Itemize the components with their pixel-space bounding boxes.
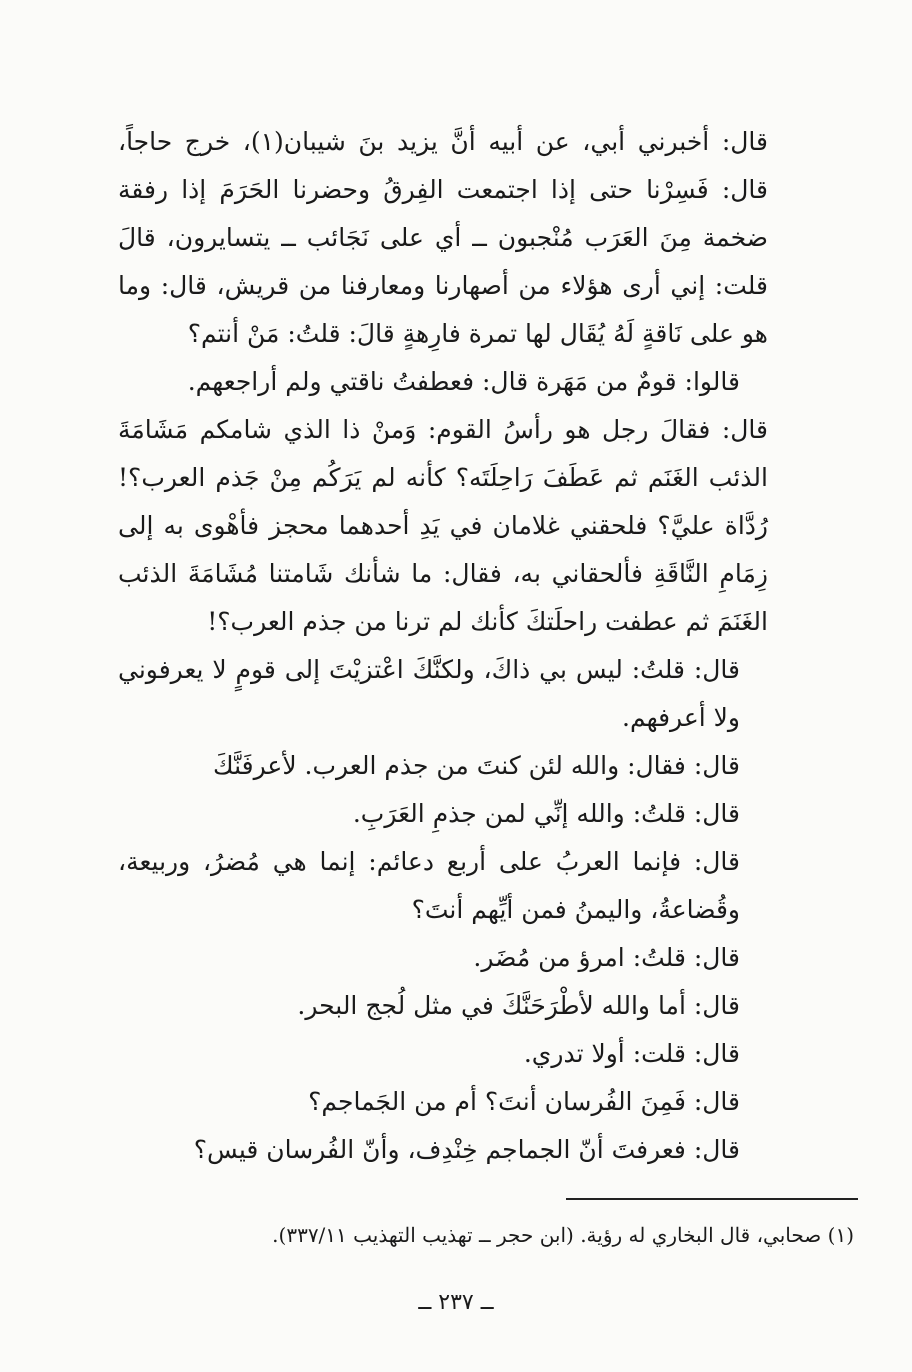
paragraph-4: قال: قلتُ: ليس بي ذاكَ، ولكنَّكَ اعْتزيْتَ إلى قومٍ لا يعرفوني ولا أعرفهم. xyxy=(118,655,740,732)
paragraph-9: قال: أما والله لأطْرَحَنَّكَ في مثل لُجج البحر. xyxy=(297,991,740,1020)
page-number: ــ ٢٣٧ ــ xyxy=(418,1290,494,1315)
paragraph-3: قال: فقالَ رجل هو رأسُ القوم: وَمنْ ذا الذي شامكم مَشَامَةَ الذئب الغَنَم ثم عَطَفَ رَاحِلَتَه؟ كأنه لم يَرَكُم مِنْ جَذم العرب؟! رُدَّاة عليَّ؟ فلحقني غلامان في يَدِ أحدهما محجز فأهْوى به إلى زِمَامِ النَّاقَةِ فألحقاني به، فقال: ما شأنك شَامتنا مُشَامَةَ الذئب الغَنَمَ ثم عطفت راحلَتكَ كأنك لم ترنا من جذم العرب؟! xyxy=(118,415,768,636)
paragraph-6: قال: قلتُ: والله إنِّي لمن جذمِ العَرَبِ. xyxy=(352,799,740,828)
paragraph-7: قال: فإنما العربُ على أربع دعائم: إنما هي مُضرُ، وربيعة، وقُضاعةُ، واليمنُ فمن أيِّهم أنتَ؟ xyxy=(118,847,740,924)
paragraph-11: قال: فَمِنَ الفُرسان أنتَ؟ أم من الجَماجم؟ xyxy=(308,1087,740,1116)
footnote-divider xyxy=(566,1198,858,1200)
paragraph-10: قال: قلت: أولا تدري. xyxy=(523,1039,740,1068)
footnote: (١) صحابي، قال البخاري له رؤية. (ابن حجر ــ تهذيب التهذيب ٣٣٧/١١). xyxy=(272,1223,854,1247)
main-text xyxy=(118,118,768,1174)
paragraph-8: قال: قلتُ: امرؤ من مُضَر. xyxy=(473,943,740,972)
paragraph-5: قال: فقال: والله لئن كنتَ من جذم العرب. لأعرفَنَّكَ xyxy=(213,751,740,780)
paragraph-2: قالوا: قومٌ من مَهَرة قال: فعطفتُ ناقتي ولم أراجعهم. xyxy=(187,367,740,396)
paragraph-12: قال: فعرفتَ أنّ الجماجم خِنْدِف، وأنّ الفُرسان قيس؟ xyxy=(193,1135,740,1164)
paragraph-1: قال: أخبرني أبي، عن أبيه أنَّ يزيد بنَ شيبان(١)، خرج حاجاً، قال: فَسِرْنا حتى إذا اجتمعت الفِرقُ وحضرنا الحَرَمَ إذا رفقة ضخمة مِنَ العَرَب مُنْجبون ــ أي على نَجَائب ــ يتسايرون، قالَ قلت: إني أرى هؤلاء من أصهارنا ومعارفنا من قريش، قال: وما هو على نَاقةٍ لَهُ يُقَال لها تمرة فارِهةٍ قالَ: قلتُ: مَنْ أنتم؟ xyxy=(118,127,768,348)
